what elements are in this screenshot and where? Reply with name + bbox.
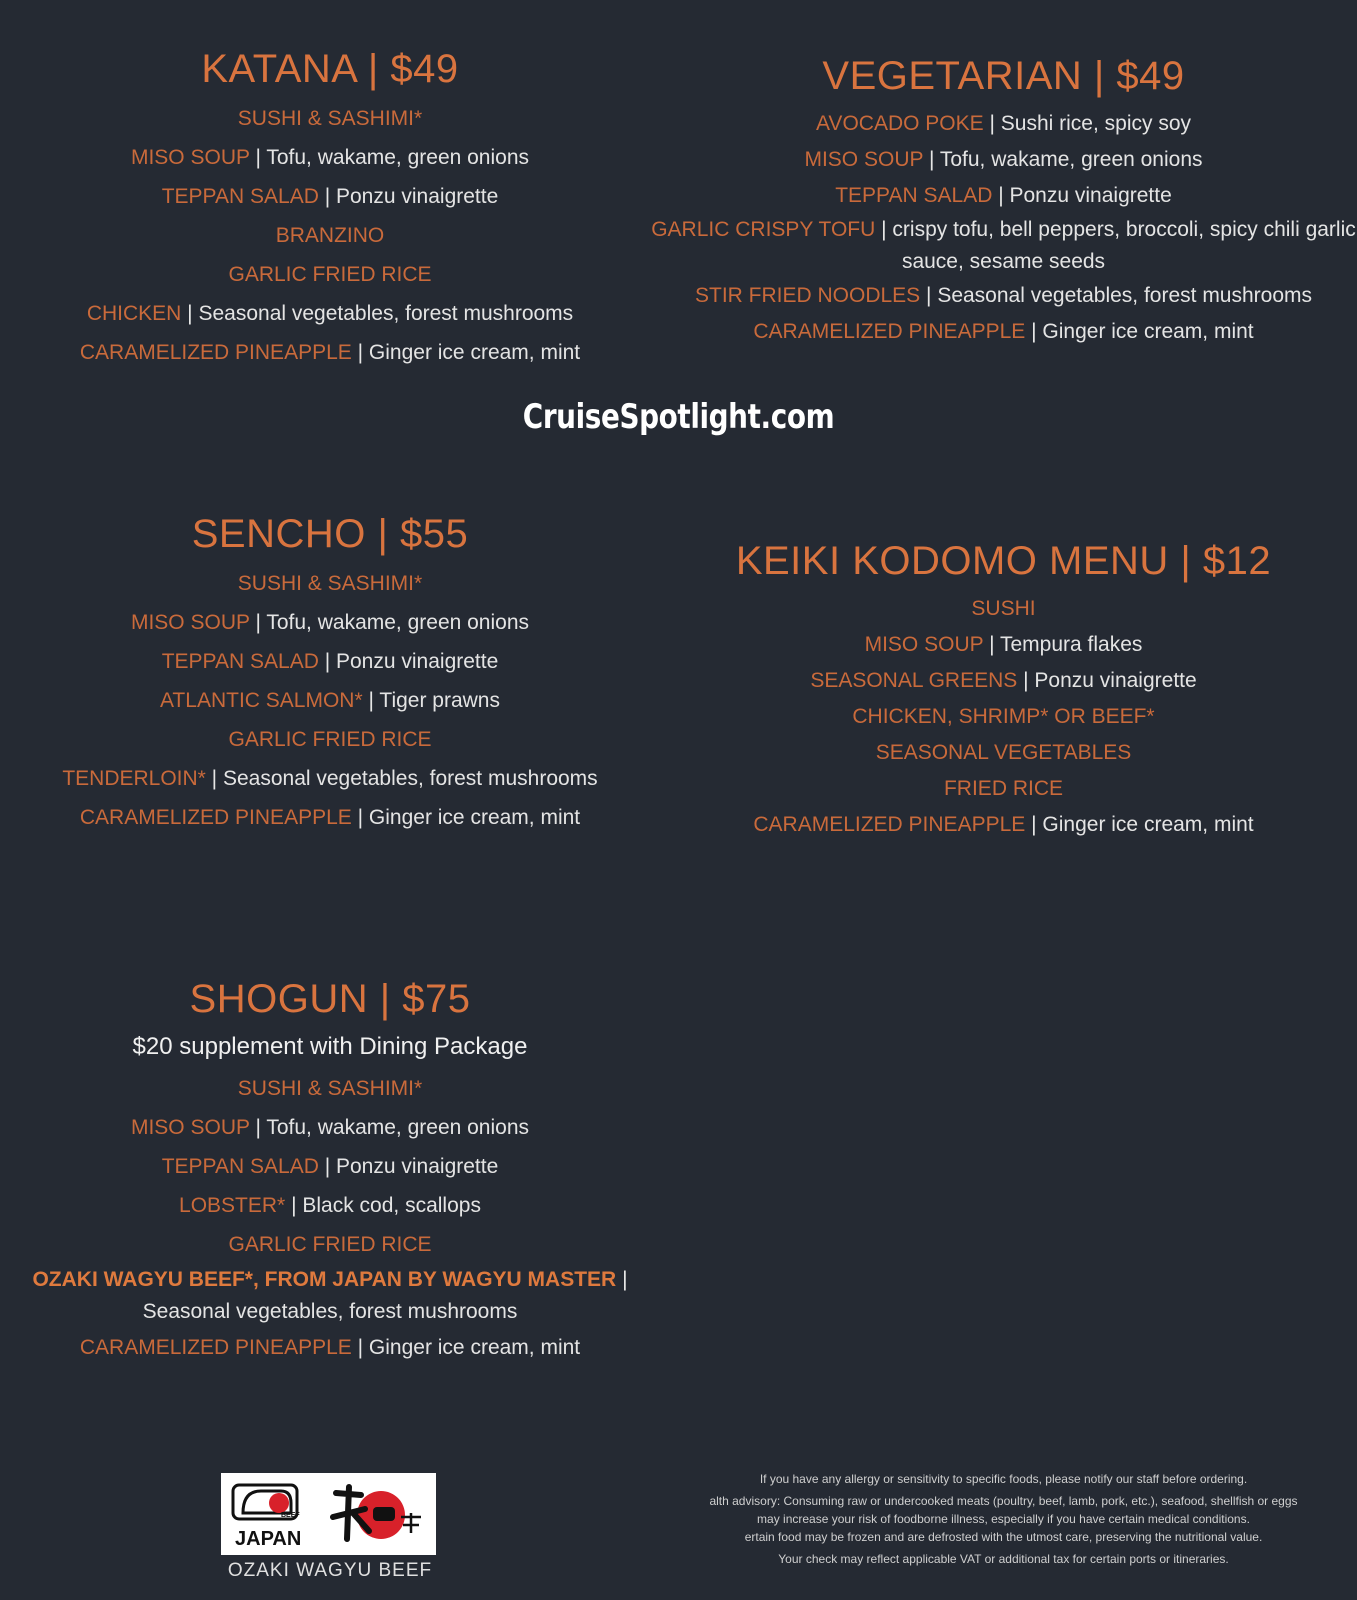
menu-item [0, 138, 660, 177]
menu-item-separator: | [249, 1116, 267, 1139]
menu-item-name: MISO SOUP [130, 146, 250, 169]
menu-item-description: Tiger prawns [379, 689, 500, 712]
menu-item [650, 591, 1357, 627]
menu-item-name: GARLIC FRIED RICE [228, 263, 432, 286]
menu-item-name: MISO SOUP [130, 611, 250, 634]
menu-item [0, 759, 660, 798]
menu-item-name: STIR FRIED NOODLES [694, 284, 921, 307]
logo-japan-text: JAPAN [235, 1528, 302, 1550]
menu-item-separator: | [992, 184, 1010, 207]
menu-item-separator: | [920, 284, 938, 307]
menu-item-name: AVOCADO POKE [815, 112, 984, 135]
menu-item-description: Seasonal vegetables, forest mushrooms [937, 284, 1313, 307]
disclaimer [650, 1470, 1357, 1568]
menu-item-separator: | [351, 1336, 369, 1359]
disclaimer-line: Your check may reflect applicable VAT or additional tax for certain ports or itineraries. [778, 1552, 1229, 1566]
menu-title: KATANA | $49 [201, 47, 459, 91]
menu-item-description: Ponzu vinaigrette [336, 1155, 499, 1178]
disclaimer-line: If you have any allergy or sensitivity to specific foods, please notify our staff before ordering. [759, 1472, 1248, 1486]
menu-item-description: Ginger ice cream, mint [1042, 320, 1254, 343]
menu-item-separator: | [351, 806, 369, 829]
menu-item [650, 807, 1357, 843]
menu-item-description: Ginger ice cream, mint [368, 341, 581, 364]
menu-item-separator: | [318, 185, 336, 208]
menu-item-name: TEPPAN SALAD [161, 650, 319, 673]
menu-keiki-kodomo [650, 537, 1357, 843]
menu-item-description: Ginger ice cream, mint [368, 806, 581, 829]
menu-item-separator: | [616, 1268, 628, 1291]
menu-item-name: FRIED RICE [943, 777, 1063, 800]
menu-item [0, 177, 660, 216]
menu-item-name: SUSHI [971, 597, 1036, 620]
menu-item-description: Black cod, scallops [302, 1194, 481, 1217]
menu-item-separator: | [351, 341, 369, 364]
menu-item [0, 333, 660, 372]
menu-item-name: CARAMELIZED PINEAPPLE [79, 341, 352, 364]
menu-item [0, 1069, 660, 1108]
menu-item-name: GARLIC FRIED RICE [228, 728, 432, 751]
menu-item-separator: | [318, 1155, 336, 1178]
menu-item-separator: | [983, 633, 1000, 656]
menu-item-separator: | [285, 1194, 303, 1217]
menu-item [650, 178, 1357, 214]
menu-item-name: MISO SOUP [130, 1116, 250, 1139]
menu-item [0, 1225, 660, 1264]
menu-item-separator: | [205, 767, 223, 790]
menu-item-description: Ponzu vinaigrette [336, 185, 499, 208]
wagyu-logo-icon [221, 1473, 436, 1555]
disclaimer-line: may increase your risk of foodborne illness, especially if you have certain medical conditions. [757, 1512, 1250, 1526]
menu-item-name: SUSHI & SASHIMI* [237, 1077, 423, 1100]
menu-items [0, 1069, 660, 1367]
logo-caption: OZAKI WAGYU BEEF [227, 1560, 433, 1581]
menu-item [0, 798, 660, 837]
menu-item [650, 214, 1357, 278]
menu-title: KEIKI KODOMO MENU | $12 [735, 539, 1272, 583]
menu-item [650, 314, 1357, 350]
menu-item-separator: | [983, 112, 1001, 135]
menu-item-description: Ginger ice cream, mint [368, 1336, 581, 1359]
menu-item-name: TENDERLOIN* [62, 767, 206, 790]
disclaimer-line: ertain food may be frozen and are defrosted with the utmost care, preserving the nutritional value. [744, 1530, 1263, 1544]
menu-item [0, 255, 660, 294]
menu-shogun [0, 975, 660, 1367]
menu-item-name: GARLIC CRISPY TOFU [651, 218, 876, 241]
menu-katana [0, 45, 660, 372]
menu-item-separator: | [318, 650, 336, 673]
menu-item-description: Ponzu vinaigrette [1034, 669, 1197, 692]
menu-item [650, 142, 1357, 178]
menu-item-description: Ponzu vinaigrette [1009, 184, 1172, 207]
menu-item-name: BRANZINO [275, 224, 385, 247]
menu-item [0, 1328, 660, 1367]
menu-item [0, 99, 660, 138]
menu-vegetarian [650, 52, 1357, 350]
menu-item-separator: | [875, 218, 893, 241]
menu-item-separator: | [249, 611, 267, 634]
menu-item [0, 1186, 660, 1225]
menu-item [0, 642, 660, 681]
menu-item [650, 627, 1357, 663]
menu-item [0, 681, 660, 720]
menu-item-name: CHICKEN, SHRIMP* OR BEEF* [852, 705, 1155, 728]
menu-item-separator: | [181, 302, 199, 325]
menu-item [650, 663, 1357, 699]
menu-item [0, 294, 660, 333]
menu-item-separator: | [1025, 813, 1043, 836]
menu-item [0, 216, 660, 255]
menu-item-name: SEASONAL VEGETABLES [875, 741, 1132, 764]
ozaki-wagyu-logo [221, 1473, 436, 1555]
menu-item-name: SUSHI & SASHIMI* [237, 107, 423, 130]
disclaimer-line: alth advisory: Consuming raw or undercooked meats (poultry, beef, lamb, pork, etc.), seafood, shellfish or eggs [709, 1494, 1298, 1508]
menu-item [0, 564, 660, 603]
menu-item-separator: | [1025, 320, 1043, 343]
menu-sencho [0, 510, 660, 837]
menu-item-name: TEPPAN SALAD [161, 1155, 319, 1178]
menu-item-name: SUSHI & SASHIMI* [237, 572, 423, 595]
menu-item-name: CARAMELIZED PINEAPPLE [753, 813, 1026, 836]
menu-item [650, 106, 1357, 142]
menu-item-description: Ginger ice cream, mint [1042, 813, 1254, 836]
menu-title: SENCHO | $55 [191, 512, 469, 556]
menu-item-name: CARAMELIZED PINEAPPLE [753, 320, 1026, 343]
menu-item-separator: | [249, 146, 267, 169]
menu-item-name: LOBSTER* [179, 1194, 286, 1217]
menu-item [0, 1147, 660, 1186]
menu-items [0, 99, 660, 372]
menu-item-name: OZAKI WAGYU BEEF*, FROM JAPAN BY WAGYU MASTER [32, 1268, 617, 1291]
menu-item-description: Tempura flakes [999, 633, 1143, 656]
menu-item-name: GARLIC FRIED RICE [228, 1233, 432, 1256]
menu-item [0, 1264, 660, 1328]
menu-item-description: Tofu, wakame, green onions [266, 146, 530, 169]
menu-item-separator: | [923, 148, 940, 171]
logo-beef-text: BEEF [281, 1512, 300, 1519]
menu-item-description: Seasonal vegetables, forest mushrooms [198, 302, 574, 325]
menu-item [650, 771, 1357, 807]
menu-item-name: TEPPAN SALAD [835, 184, 993, 207]
menu-item-name: SEASONAL GREENS [810, 669, 1018, 692]
menu-item [650, 278, 1357, 314]
menu-item-name: TEPPAN SALAD [161, 185, 319, 208]
menu-title: SHOGUN | $75 [189, 977, 471, 1021]
menu-items [650, 591, 1357, 843]
menu-item [0, 720, 660, 759]
menu-item-name: CARAMELIZED PINEAPPLE [79, 1336, 352, 1359]
menu-item [0, 603, 660, 642]
menu-item-description: Tofu, wakame, green onions [266, 1116, 530, 1139]
menu-item-description: Seasonal vegetables, forest mushrooms [222, 767, 598, 790]
menu-item-description: Tofu, wakame, green onions [266, 611, 530, 634]
menu-item [650, 735, 1357, 771]
menu-items [650, 106, 1357, 350]
menu-item-name: ATLANTIC SALMON* [159, 689, 363, 712]
menu-item-name: CHICKEN [86, 302, 182, 325]
menu-item-name: MISO SOUP [864, 633, 984, 656]
menu-item-description: Sushi rice, spicy soy [1000, 112, 1191, 135]
watermark-text: CruiseSpotlight.com [522, 397, 835, 437]
menu-item [0, 1108, 660, 1147]
menu-item-separator: | [1017, 669, 1035, 692]
menu-item-name: CARAMELIZED PINEAPPLE [79, 806, 352, 829]
menu-item-name: MISO SOUP [804, 148, 924, 171]
menu-item-description: Ponzu vinaigrette [336, 650, 499, 673]
menu-item-description: crispy tofu, bell peppers, broccoli, spicy chili garlic sauce, sesame seeds [892, 218, 1356, 273]
menu-title: VEGETARIAN | $49 [822, 54, 1185, 98]
menu-supplement-note: $20 supplement with Dining Package [132, 1033, 528, 1060]
menu-item-description: Tofu, wakame, green onions [939, 148, 1203, 171]
menu-item-description: Seasonal vegetables, forest mushrooms [142, 1300, 518, 1323]
menu-items [0, 564, 660, 837]
menu-item-separator: | [362, 689, 380, 712]
menu-item [650, 699, 1357, 735]
